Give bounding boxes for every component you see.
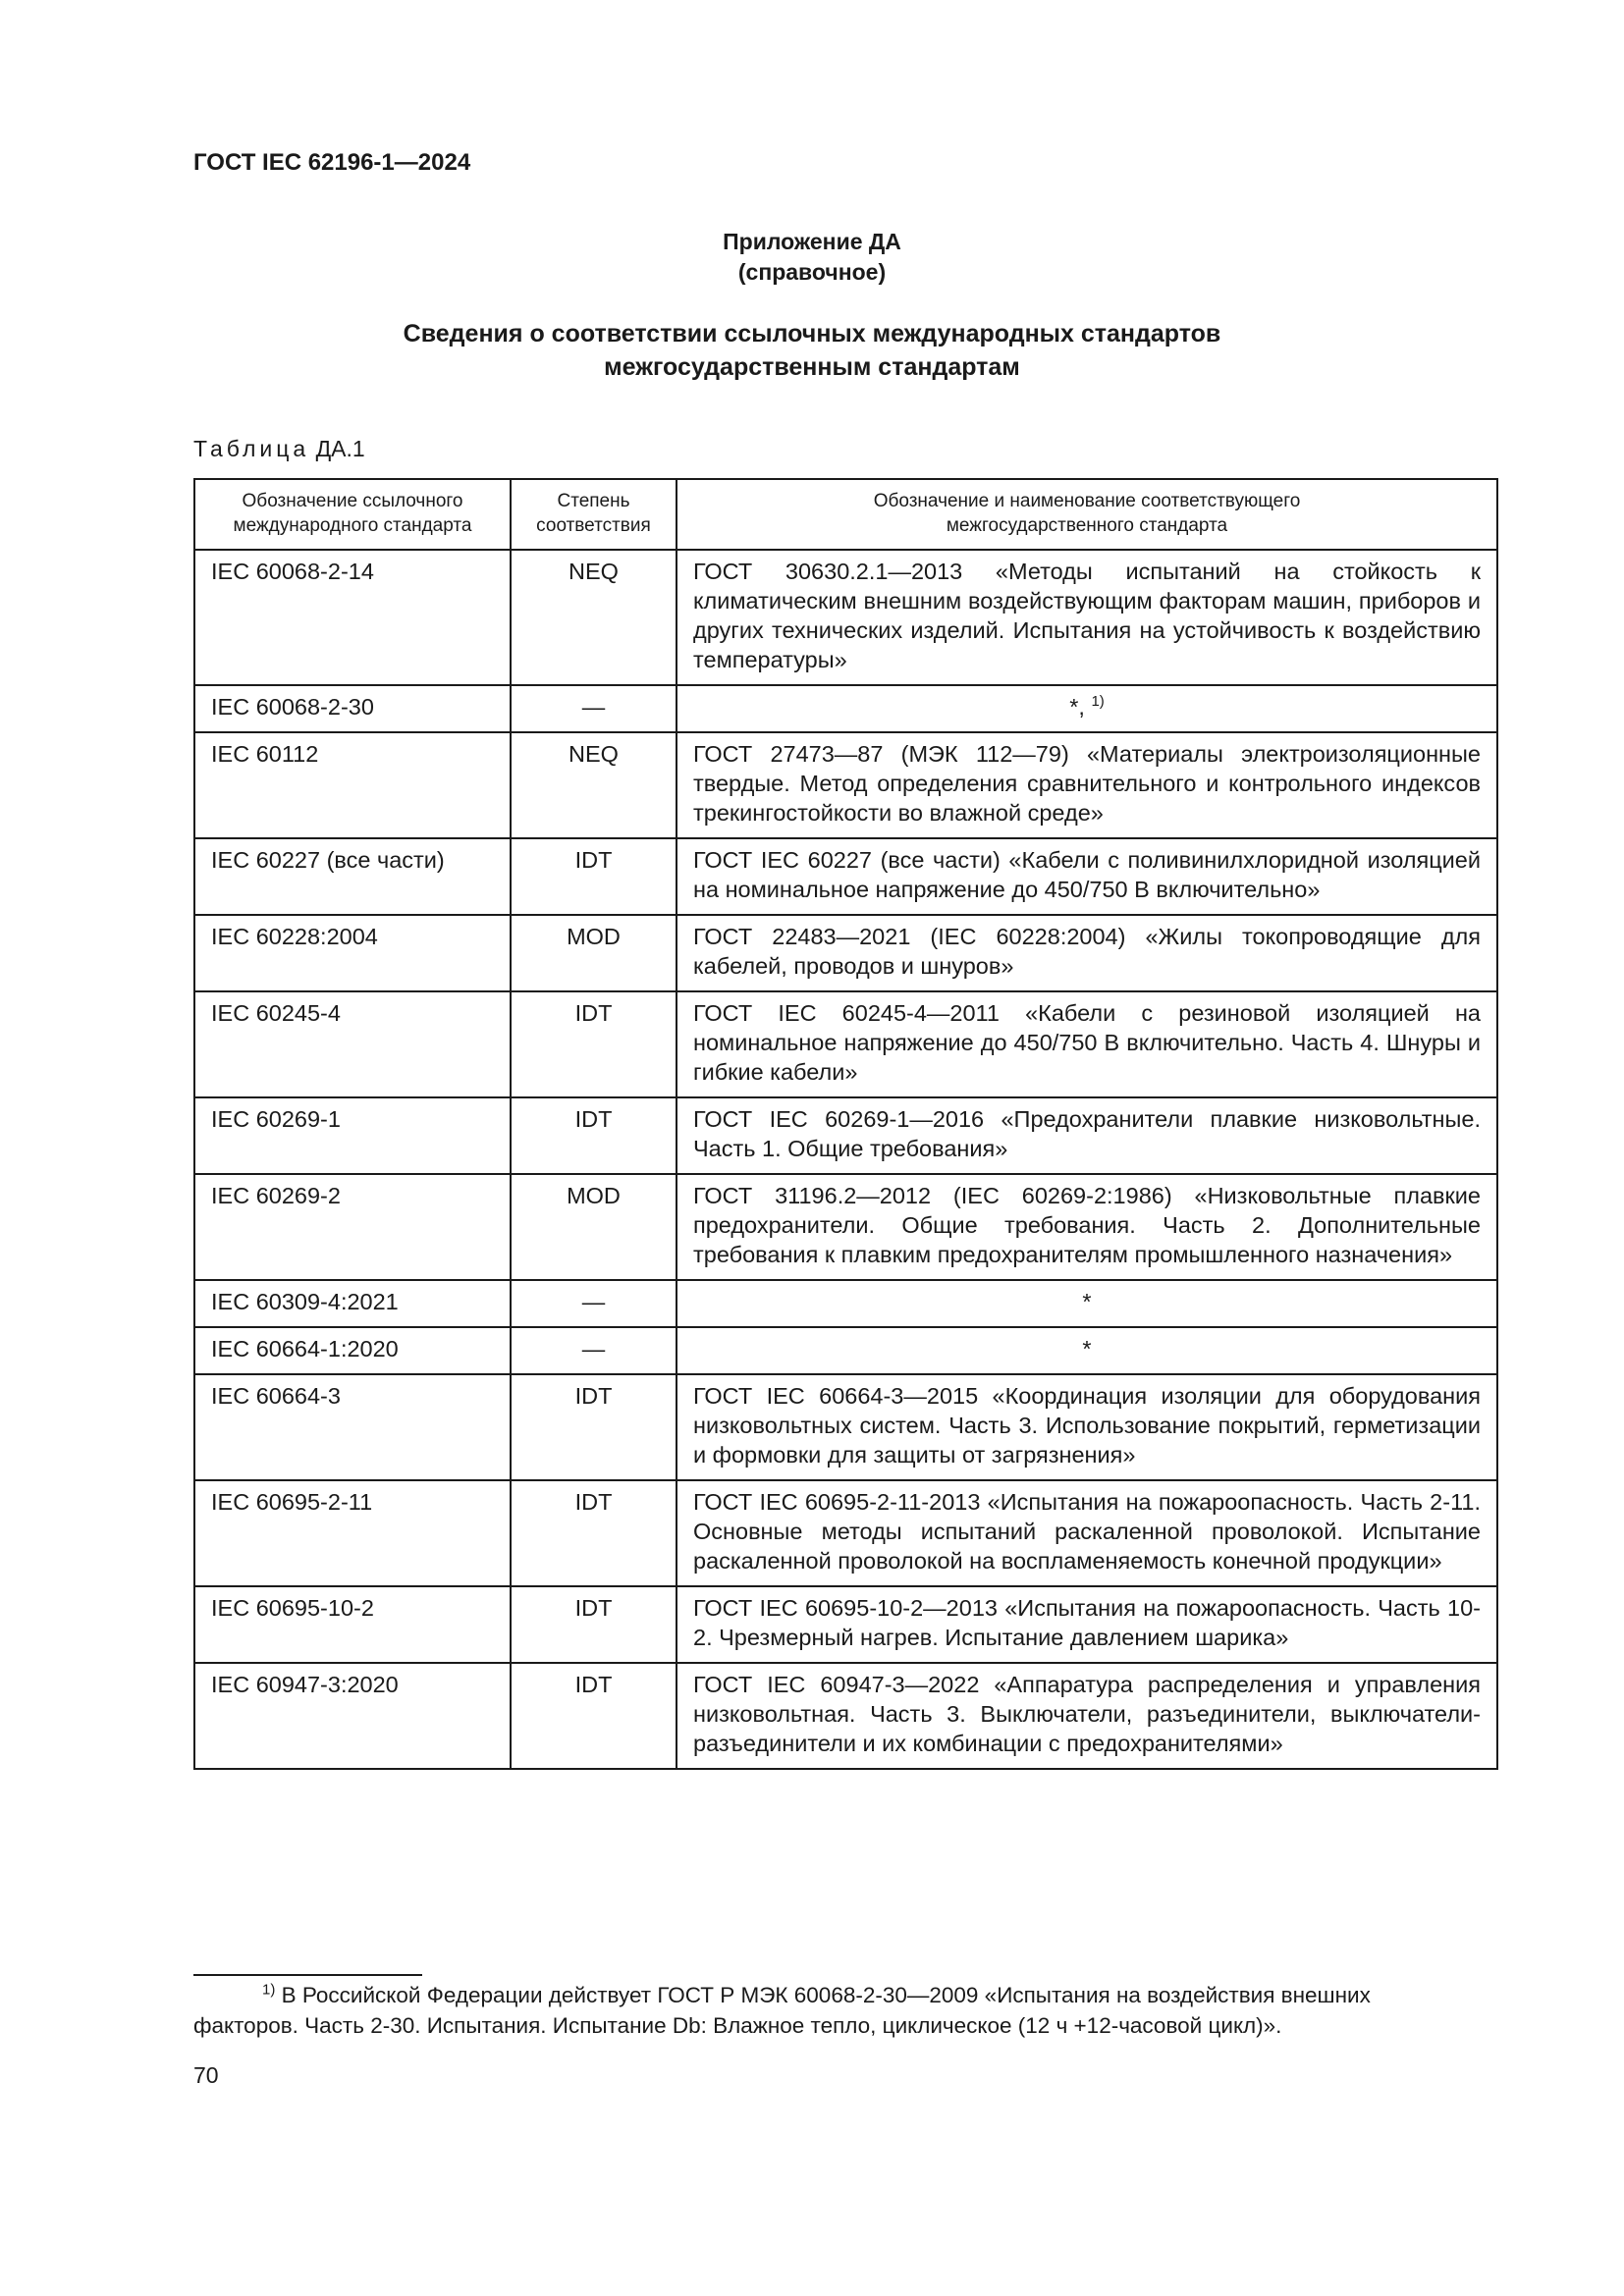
annex-heading [0,317,1624,384]
table-row [194,1480,1497,1586]
degree-cell: IDT [511,1663,677,1769]
standard-cell [677,685,1497,732]
degree-cell: IDT [511,1374,677,1480]
footnote-line-1 [193,1980,1496,2010]
table-row [194,550,1497,685]
column-header-line: соответствия [536,515,651,536]
table-header-row [194,479,1497,550]
degree-cell: IDT [511,1480,677,1586]
reference-cell: IEC 60068-2-30 [194,685,511,732]
table-row [194,685,1497,732]
column-header-standard [677,479,1497,550]
table-caption [193,436,365,462]
standard-cell: ГОСТ IEC 60664-3—2015 «Координация изоляции для оборудования низковольтных систем. Часть 3. Использование покрытий, герметизации и формовки для защиты от загрязнения» [677,1374,1497,1480]
reference-cell: IEC 60695-10-2 [194,1586,511,1663]
annex-status-line: (справочное) [737,259,887,285]
standard-cell: ГОСТ IEC 60245-4—2011 «Кабели с резиновой изоляцией на номинальное напряжение до 450/750 В включительно. Часть 4. Шнуры и гибкие кабели» [677,991,1497,1097]
footnote-separator [193,1974,422,1976]
table-caption-number: ДА.1 [315,436,365,461]
standard-cell: ГОСТ 31196.2—2012 (IEC 60269-2:1986) «Низковольтные плавкие предохранители. Общие требования. Часть 2. Дополнительные требования к плавким предохранителям промышленного назначения» [677,1174,1497,1280]
table-row [194,1663,1497,1769]
standard-cell: ГОСТ 27473—87 (МЭК 112—79) «Материалы электроизоляционные твердые. Метод определения сравнительного и контрольного индексов трекингостойкости во влажной среде» [677,732,1497,838]
table-caption-prefix: Таблица [193,436,310,461]
reference-cell: IEC 60309-4:2021 [194,1280,511,1327]
table-row [194,915,1497,991]
degree-cell: IDT [511,991,677,1097]
column-header-line: межгосударственного стандарта [946,515,1228,536]
reference-cell: IEC 60947-3:2020 [194,1663,511,1769]
standard-cell: ГОСТ IEC 60269-1—2016 «Предохранители плавкие низковольтные. Часть 1. Общие требования» [677,1097,1497,1174]
column-header-reference [194,479,511,550]
standard-cell: ГОСТ IEC 60695-10-2—2013 «Испытания на пожароопасность. Часть 10-2. Чрезмерный нагрев. Испытание давлением шарика» [677,1586,1497,1663]
standard-cell: ГОСТ IEC 60947-3—2022 «Аппаратура распределения и управления низковольтная. Часть 3. Выключатели, разъединители, выключатели-разъединители и их комбинации с предохранителями» [677,1663,1497,1769]
reference-cell: IEC 60228:2004 [194,915,511,991]
standard-cell: ГОСТ 22483—2021 (IEC 60228:2004) «Жилы токопроводящие для кабелей, проводов и шнуров» [677,915,1497,991]
reference-cell: IEC 60068-2-14 [194,550,511,685]
table-row [194,1174,1497,1280]
table-row [194,991,1497,1097]
document-code: ГОСТ IEC 62196-1—2024 [193,149,471,176]
degree-cell: MOD [511,1174,677,1280]
reference-cell: IEC 60112 [194,732,511,838]
absent-standard-mark: *, [1069,694,1085,720]
correspondence-table [193,478,1498,1770]
reference-cell: IEC 60664-1:2020 [194,1327,511,1374]
reference-cell: IEC 60245-4 [194,991,511,1097]
table-row [194,1586,1497,1663]
column-header-line: Степень [557,491,630,511]
degree-cell: — [511,1327,677,1374]
degree-cell: — [511,685,677,732]
annex-title-line: Приложение ДА [723,229,901,254]
annex-heading-line-2: межгосударственным стандартам [604,353,1020,381]
degree-cell: IDT [511,1097,677,1174]
column-header-line: Обозначение ссылочного [242,491,463,511]
column-header-line: Обозначение и наименование соответствующего [873,491,1301,511]
reference-cell: IEC 60227 (все части) [194,838,511,915]
reference-cell: IEC 60269-1 [194,1097,511,1174]
footnote-text-1: В Российской Федерации действует ГОСТ Р МЭК 60068-2-30—2009 «Испытания на воздействия внешних [281,1983,1371,2007]
degree-cell: — [511,1280,677,1327]
standard-cell: ГОСТ 30630.2.1—2013 «Методы испытаний на стойкость к климатическим внешним воздействующим факторам машин, приборов и других технических изделий. Испытания на устойчивость к воздействию температуры» [677,550,1497,685]
column-header-line: международного стандарта [233,515,472,536]
standard-cell: * [677,1280,1497,1327]
table-row [194,1097,1497,1174]
reference-cell: IEC 60664-3 [194,1374,511,1480]
table-row [194,1280,1497,1327]
column-header-degree [511,479,677,550]
degree-cell: NEQ [511,550,677,685]
footnote [193,1980,1496,2041]
table-row [194,838,1497,915]
table-row [194,1374,1497,1480]
degree-cell: MOD [511,915,677,991]
table-row [194,732,1497,838]
annex-heading-line-1: Сведения о соответствии ссылочных международных стандартов [403,320,1221,347]
degree-cell: NEQ [511,732,677,838]
annex-title [0,227,1624,288]
reference-cell: IEC 60269-2 [194,1174,511,1280]
page-number: 70 [193,2062,219,2088]
standard-cell: ГОСТ IEC 60227 (все части) «Кабели с поливинилхлоридной изоляцией на номинальное напряжение до 450/750 В включительно» [677,838,1497,915]
footnote-text-2: факторов. Часть 2-30. Испытания. Испытание Db: Влажное тепло, циклическое (12 ч +12-часовой цикл)». [193,2013,1282,2038]
reference-cell: IEC 60695-2-11 [194,1480,511,1586]
standard-cell: ГОСТ IEC 60695-2-11-2013 «Испытания на пожароопасность. Часть 2-11. Основные методы испытаний раскаленной проволокой. Испытание раскаленной проволокой на воспламеняемость конечной продукции» [677,1480,1497,1586]
footnote-marker: 1) [262,1981,276,1999]
standard-cell: * [677,1327,1497,1374]
table-row [194,1327,1497,1374]
degree-cell: IDT [511,838,677,915]
degree-cell: IDT [511,1586,677,1663]
footnote-reference[interactable]: 1) [1091,693,1105,711]
